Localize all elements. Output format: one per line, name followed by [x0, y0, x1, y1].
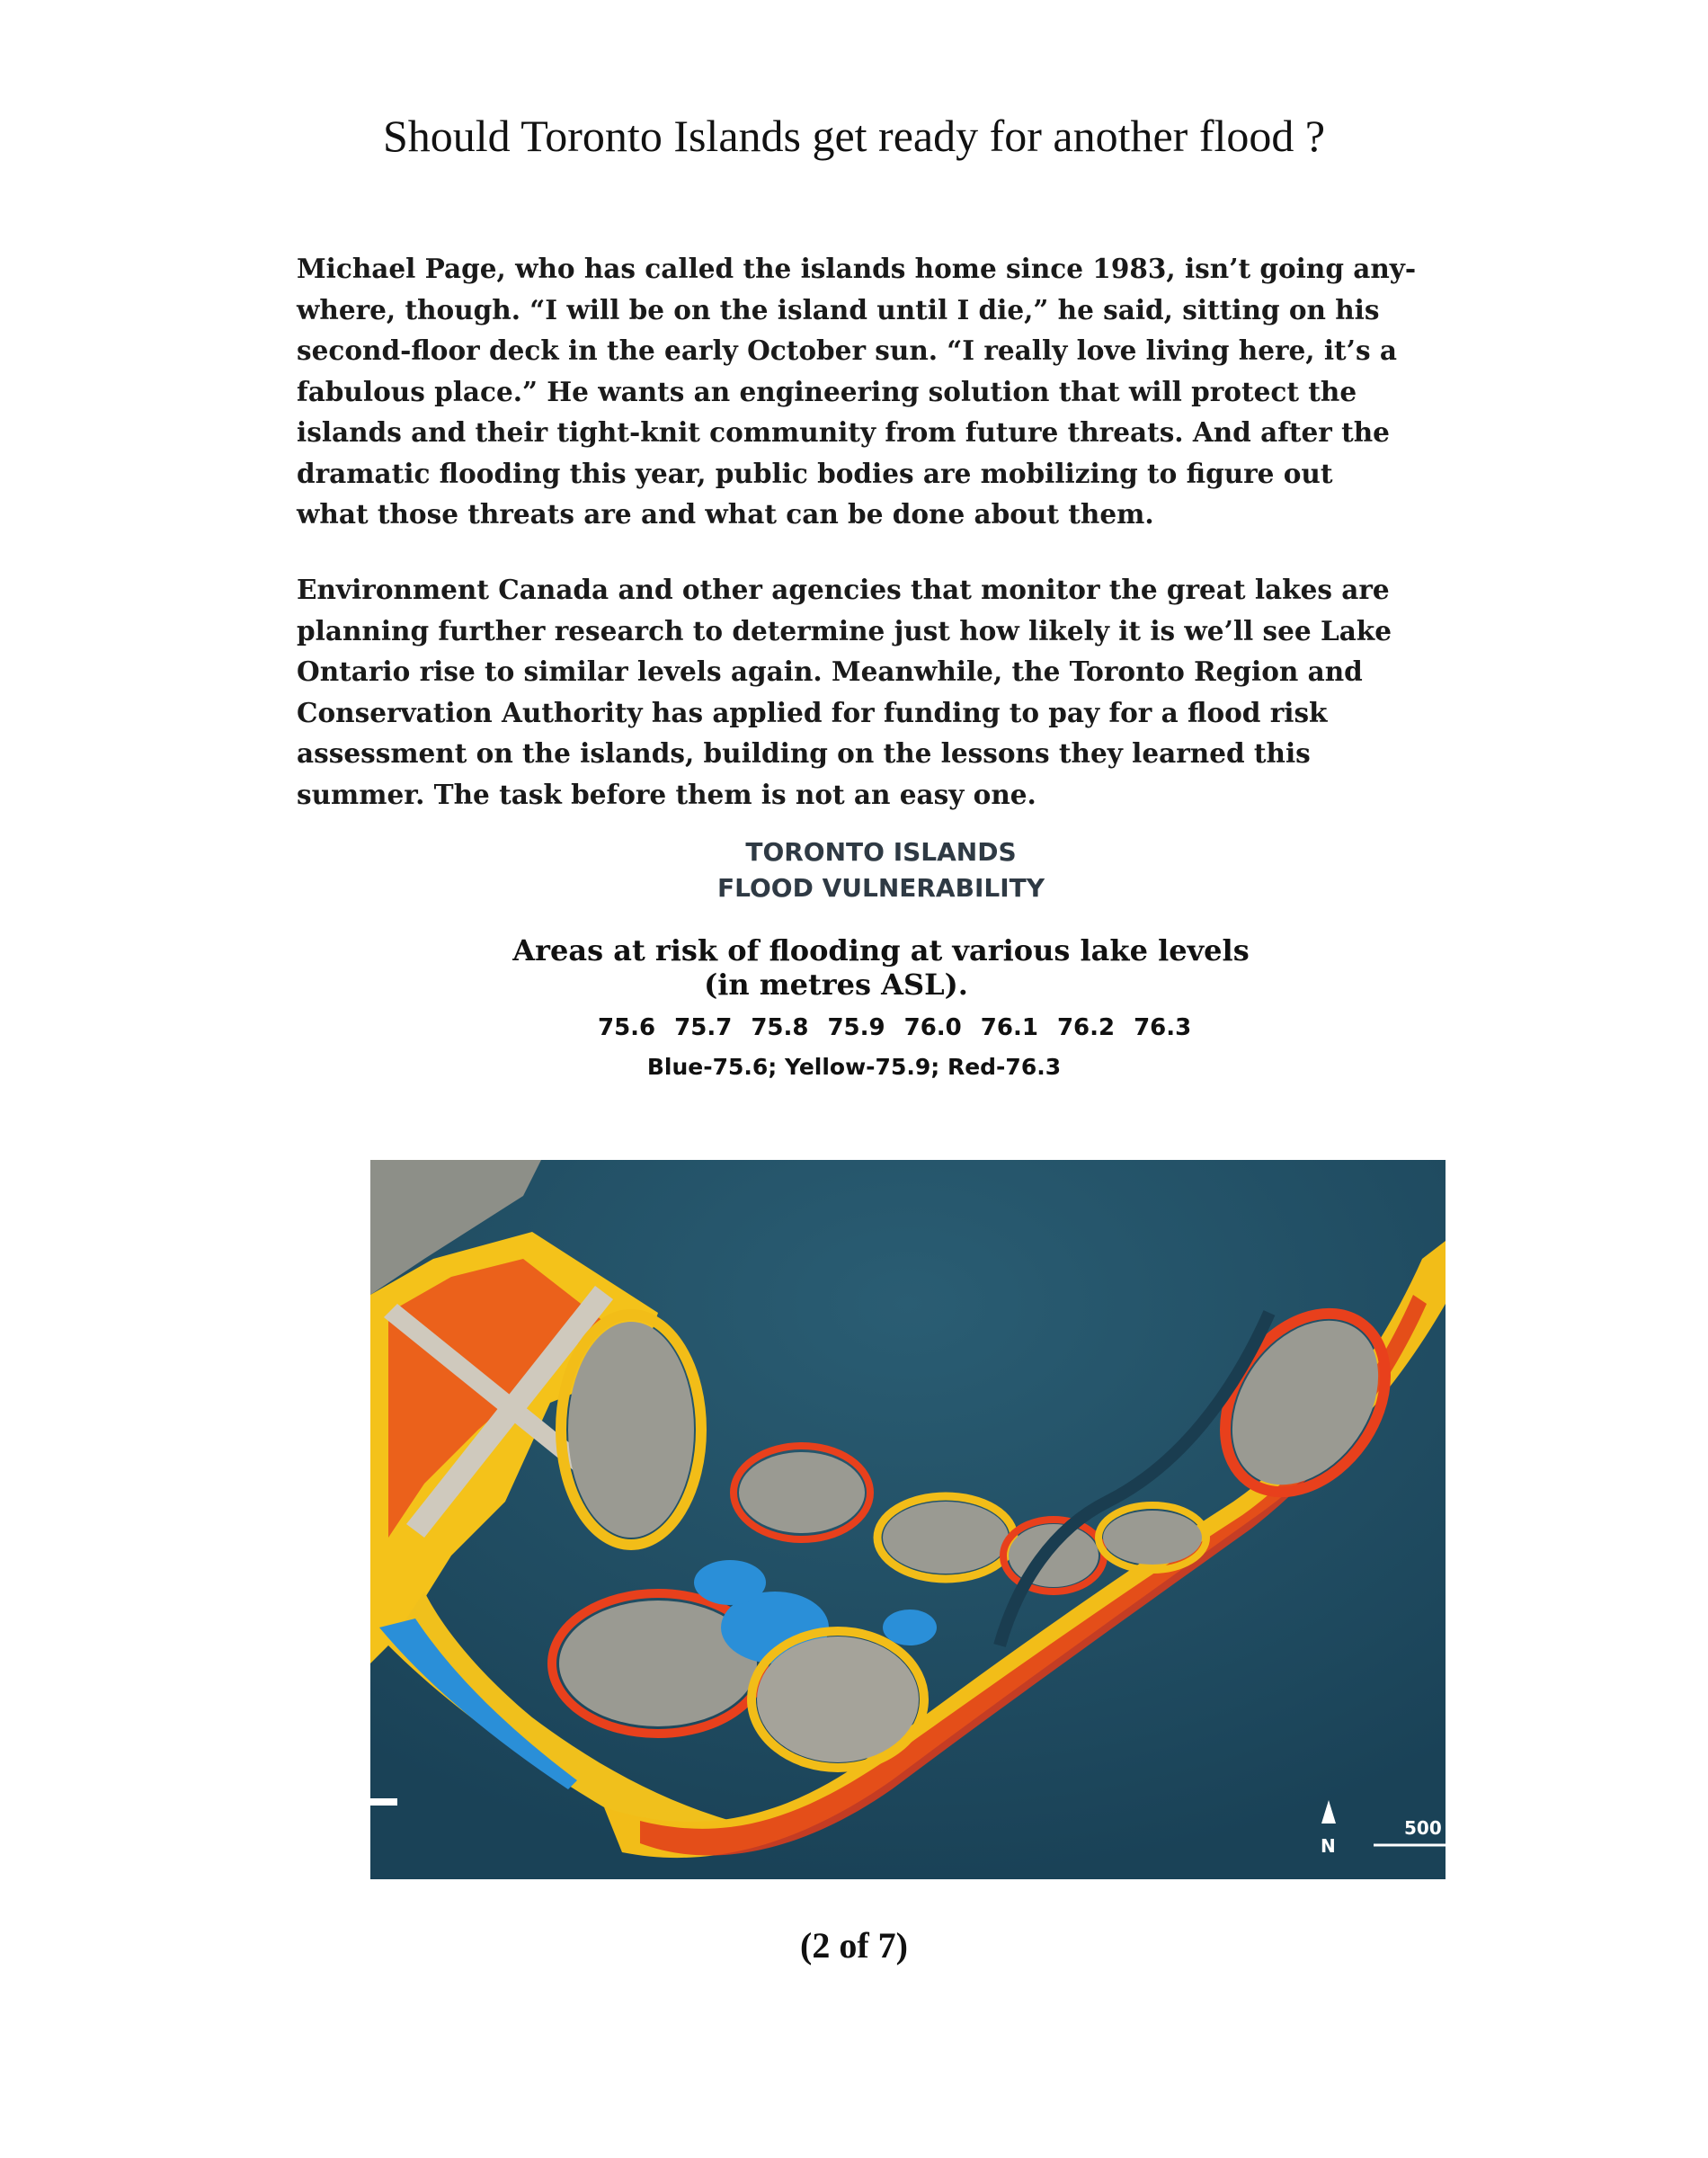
- paragraph-1: [297, 248, 1447, 535]
- north-label: N: [1321, 1835, 1336, 1857]
- map-title-line-1: TORONTO ISLANDS: [745, 837, 1017, 867]
- paragraph-2: [297, 569, 1447, 815]
- island: [883, 1502, 1009, 1574]
- map-title-line-2: FLOOD VULNERABILITY: [717, 873, 1045, 903]
- island: [757, 1636, 919, 1762]
- page-number: (2 of 7): [800, 1925, 908, 1966]
- paragraph-line: Michael Page, who has called the islands home since 1983, isn’t going any-: [297, 253, 1417, 284]
- lake-level: 75.8: [751, 1014, 809, 1041]
- paragraph-line: second-floor deck in the early October sun. “I really love living here, it’s a: [297, 334, 1397, 366]
- map-subtitle-line-1: Areas at risk of flooding at various lake levels: [512, 933, 1250, 968]
- paragraph-line: dramatic flooding this year, public bodies are mobilizing to figure out: [297, 457, 1333, 489]
- map-subtitle-line-2: (in metres ASL).: [704, 968, 968, 1002]
- paragraph-line: assessment on the islands, building on the lessons they learned this: [297, 737, 1311, 769]
- island-low: [883, 1610, 937, 1645]
- paragraph-line: where, though. “I will be on the island until I die,” he said, sitting on his: [297, 293, 1380, 325]
- map-edge-mark: [370, 1798, 397, 1806]
- paragraph-line: Conservation Authority has applied for funding to pay for a flood risk: [297, 696, 1328, 728]
- paragraph-line: summer. The task before them is not an easy one.: [297, 778, 1036, 810]
- lake-level: 76.2: [1056, 1014, 1116, 1041]
- paragraph-line: Environment Canada and other agencies that monitor the great lakes are: [297, 574, 1390, 605]
- paragraph-line: planning further research to determine just how likely it is we’ll see Lake: [297, 614, 1392, 647]
- island: [739, 1452, 865, 1533]
- lake-level: 76.3: [1134, 1014, 1192, 1041]
- lake-level: 75.7: [674, 1014, 733, 1041]
- paragraph-line: Ontario rise to similar levels again. Meanwhile, the Toronto Region and: [297, 655, 1363, 687]
- lake-level: 75.6: [598, 1014, 656, 1041]
- page-title: Should Toronto Islands get ready for another flood ?: [382, 111, 1326, 161]
- lake-level: 75.9: [827, 1014, 885, 1041]
- paragraph-line: fabulous place.” He wants an engineering solution that will protect the: [297, 375, 1357, 407]
- paragraph-line: what those threats are and what can be done about them.: [297, 498, 1154, 530]
- scale-label: 500: [1404, 1817, 1442, 1839]
- island-low: [694, 1560, 766, 1605]
- lake-levels: [598, 1014, 1191, 1041]
- lake-level: 76.0: [903, 1014, 962, 1041]
- flood-vulnerability-map: [370, 1160, 1446, 1879]
- island: [568, 1322, 694, 1538]
- lake-level: 76.1: [980, 1014, 1038, 1041]
- map-legend: Blue-75.6; Yellow-75.9; Red-76.3: [646, 1054, 1062, 1080]
- paragraph-line: islands and their tight-knit community from future threats. And after the: [297, 416, 1390, 448]
- island: [1103, 1511, 1202, 1565]
